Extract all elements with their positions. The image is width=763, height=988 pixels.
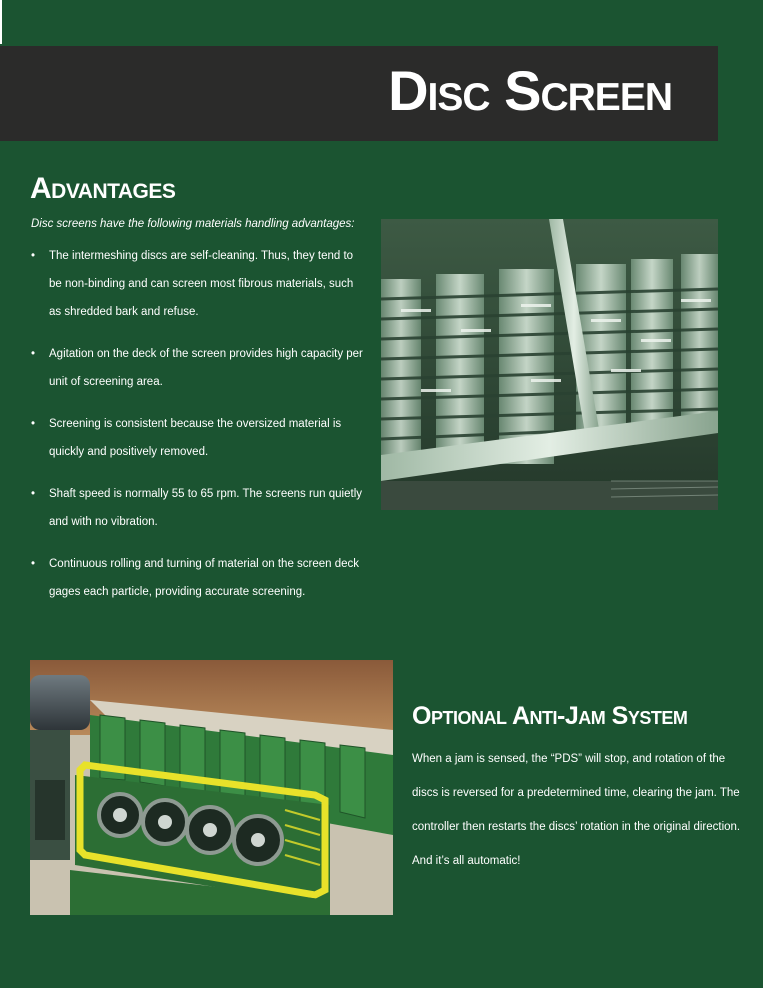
list-item: • Continuous rolling and turning of material on the screen deck gages each particle, providing accurate screening. (31, 550, 366, 606)
list-item: • Screening is consistent because the oversized material is quickly and positively removed. (31, 410, 366, 466)
title-bar (0, 46, 718, 141)
list-item: • Shaft speed is normally 55 to 65 rpm. The screens run quietly and with no vibration. (31, 480, 366, 536)
anti-jam-body: When a jam is sensed, the “PDS” will stop, and rotation of the discs is reversed for a predetermined time, clearing the jam. The controller then restarts the discs’ rotation in the original direction. And it’s all automatic! (412, 753, 741, 867)
anti-jam-heading: Optional Anti-Jam System (412, 702, 688, 730)
disc-deck-photo (381, 219, 718, 510)
page-title: Disc Screen (388, 59, 672, 122)
corner-mark (0, 0, 2, 44)
advantages-heading: Advantages (30, 172, 176, 205)
list-item: • The intermeshing discs are self-cleaning. Thus, they tend to be non-binding and can screen most fibrous materials, such as shredded bark and refuse. (31, 242, 366, 326)
advantages-list (31, 242, 366, 620)
list-item: • Agitation on the deck of the screen provides high capacity per unit of screening area. (31, 340, 366, 396)
advantages-intro: Disc screens have the following materials handling advantages: (31, 218, 355, 230)
anti-jam-machine-photo (30, 660, 393, 915)
